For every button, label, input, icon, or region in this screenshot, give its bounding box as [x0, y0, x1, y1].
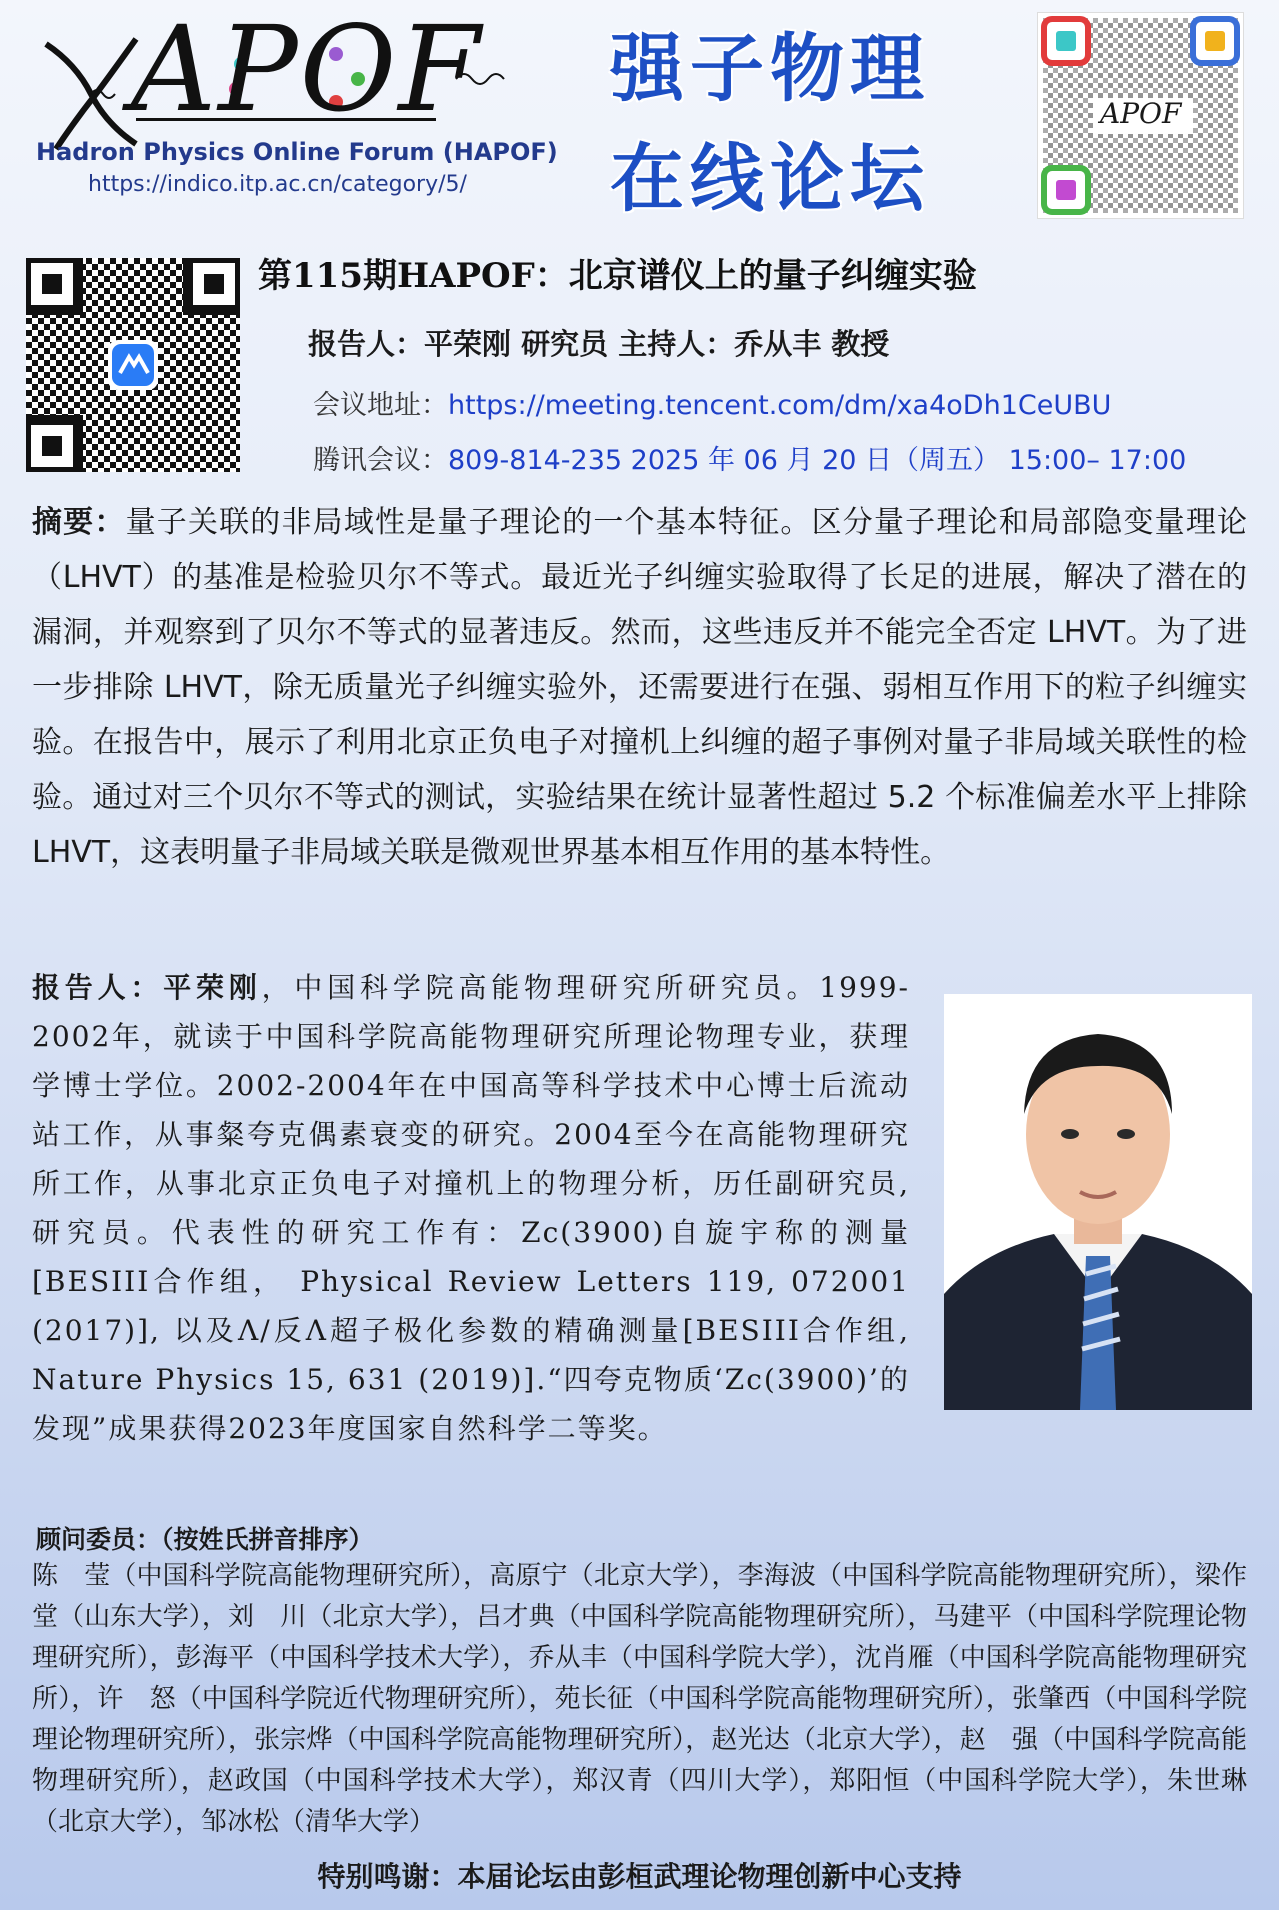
banner-title-line2: 在线论坛	[610, 136, 930, 222]
meeting-qr-code[interactable]	[26, 258, 240, 472]
tencent-meeting-info: 809-814-235 2025 年 06 月 20 日（周五） 15:00– 17:00	[448, 445, 1187, 476]
meeting-url-link[interactable]: https://meeting.tencent.com/dm/xa4oDh1CeUBU	[448, 390, 1112, 421]
qr-label: APOF	[1100, 97, 1182, 130]
committee-title: 顾问委员：（按姓氏拼音排序）	[36, 1525, 374, 1554]
committee-list: 陈 莹（中国科学院高能物理研究所），高原宁（北京大学），李海波（中国科学院高能物理研究所），梁作堂（山东大学），刘 川（北京大学），吕才典（中国科学院高能物理研究所），马建平（中国科学院理论物理研究所），彭海平（中国科学技术大学），乔从丰（中国科学院大学），沈肖雁（中国科学院高能物理研究所），许 怒（中国科学院近代物理研究所），苑长征（中国科学院高能物理研究所），张肇西（中国科学院理论物理研究所），张宗烨（中国科学院高能物理研究所），赵光达（北京大学），赵 强（中国科学院高能物理研究所），赵政国（中国科学技术大学），郑汉青（四川大学），郑阳恒（中国科学院大学），朱世琳（北京大学），邹冰松（清华大学）	[32, 1561, 1247, 1837]
speaker-bio	[32, 963, 910, 1453]
banner-title-line1: 强子物理	[610, 26, 930, 112]
abstract-text: 量子关联的非局域性是量子理论的一个基本特征。区分量子理论和局部隐变量理论（LHVT）的基准是检验贝尔不等式。最近光子纠缠实验取得了长足的进展，解决了潜在的漏洞，并观察到了贝尔不等式的显著违反。然而，这些违反并不能完全否定 LHVT。为了进一步排除 LHVT，除无质量光子纠缠实验外，还需要进行在强、弱相互作用下的粒子纠缠实验。在报告中，展示了利用北京正负电子对撞机上纠缠的超子事例对量子非局域关联性的检验。通过对三个贝尔不等式的测试，实验结果在统计显著性超过 5.2 个标准偏差水平上排除 LHVT，这表明量子非局域关联是微观世界基本相互作用的基本特性。	[32, 505, 1248, 870]
abstract	[32, 495, 1247, 880]
bio-label: 报告人：平荣刚	[32, 971, 262, 1004]
tencent-meeting-line	[313, 438, 1186, 477]
speaker-host-line: 报告人：平荣刚 研究员 主持人：乔从丰 教授	[308, 327, 890, 361]
speaker-photo	[944, 994, 1252, 1410]
talk-title: 第115期HAPOF：北京谱仪上的量子纠缠实验	[258, 256, 977, 296]
forum-url[interactable]: https://indico.itp.ac.cn/category/5/	[88, 172, 467, 197]
forum-qr-code[interactable]	[1037, 12, 1244, 219]
qr-pattern-icon	[26, 258, 240, 472]
forum-name: Hadron Physics Online Forum (HAPOF)	[36, 138, 558, 166]
logo-text: APOF	[131, 0, 483, 138]
abstract-label: 摘要：	[32, 505, 126, 540]
bio-text: ，中国科学院高能物理研究所研究员。1999-2002年，就读于中国科学院高能物理研究所理论物理专业，获理学博士学位。2002-2004年在中国高等科学技术中心博士后流动站工作，从事粲夸克偶素衰变的研究。2004至今在高能物理研究所工作，从事北京正负电子对撞机上的物理分析，历任副研究员,研究员。代表性的研究工作有：Zc(3900)自旋宇称的测量[BESIII合作组， Physical Review Letters 119, 072001 (2017)], 以及Λ/反Λ超子极化参数的精确测量[BESIII合作组, Nature Physics 15, 631 (2019)].“四夸克物质‘Zc(3900)’的发现”成果获得2023年度国家自然科学二等奖。	[32, 971, 910, 1445]
meeting-url-line	[313, 383, 1111, 422]
tencent-meeting-label: 腾讯会议：	[313, 445, 448, 476]
special-thanks: 特别鸣谢：本届论坛由彭桓武理论物理创新中心支持	[317, 1860, 962, 1893]
speaker-portrait-image	[944, 994, 1252, 1410]
meeting-url-label: 会议地址：	[313, 390, 448, 421]
